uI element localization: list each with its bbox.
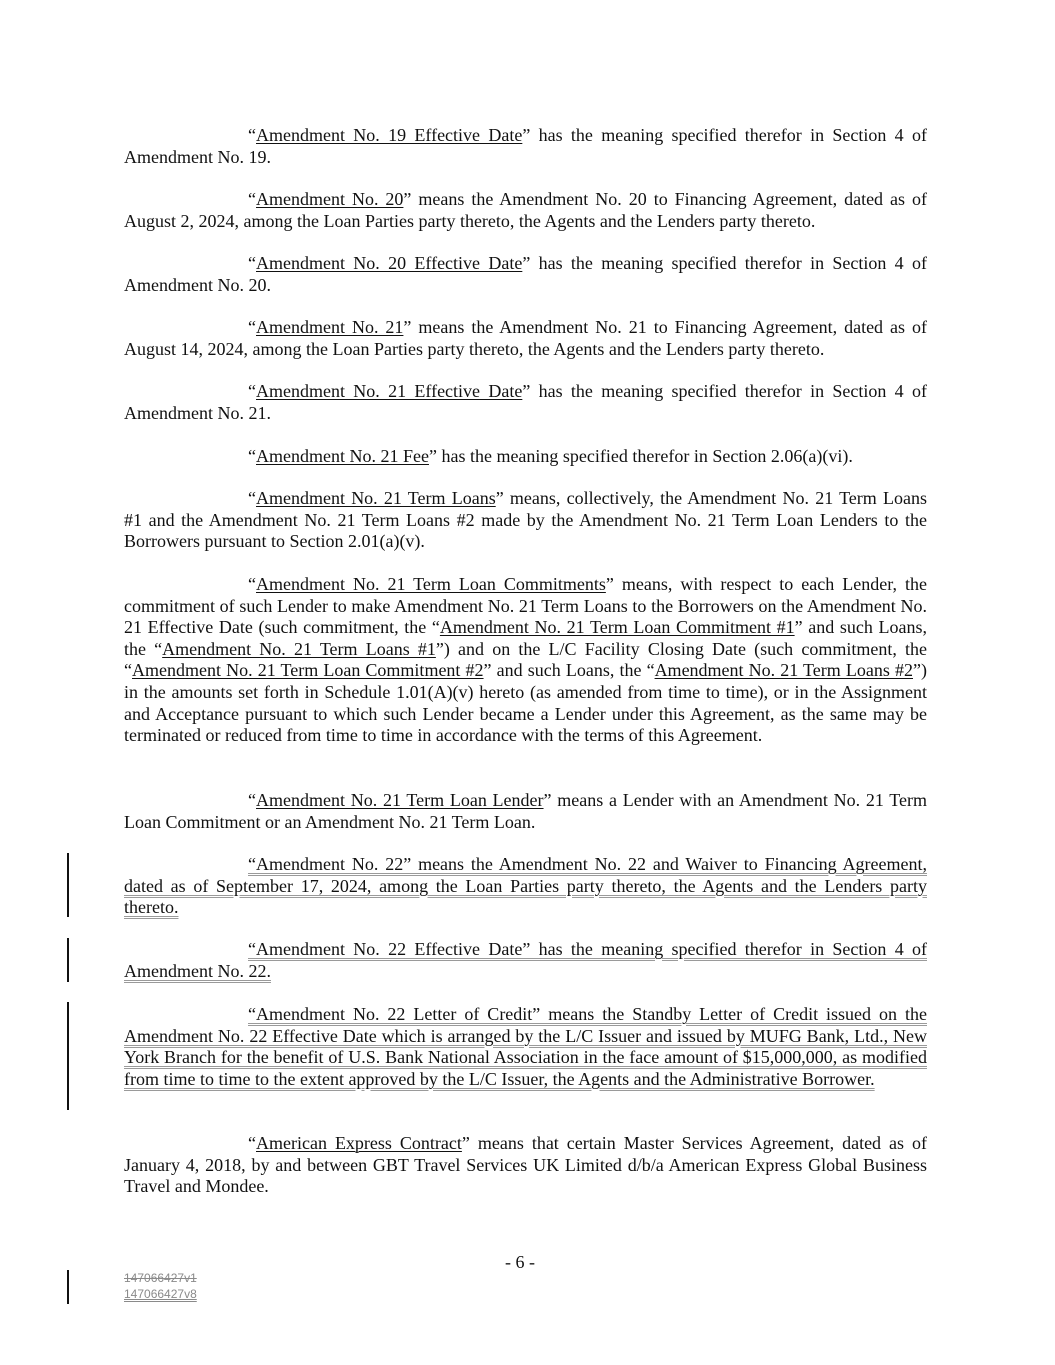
- defined-term: Amendment No. 21 Term Loan Commitment #1: [439, 617, 795, 638]
- change-bar: [67, 1270, 69, 1304]
- definition-amendment-22-letter-of-credit: [124, 1004, 927, 1090]
- definition-amendment-22-effective-date: [124, 939, 927, 982]
- defined-term: Amendment No. 21 Effective Date: [256, 381, 523, 401]
- definition-amendment-19-effective-date: “Amendment No. 19 Effective Date” has the meaning specified therefor in Section 4 of Amendment No. 19.: [124, 125, 927, 167]
- defined-term: American Express Contract: [256, 1133, 462, 1153]
- defined-term: Amendment No. 19 Effective Date: [256, 125, 523, 145]
- defined-term: Amendment No. 21 Term Loan Lender: [256, 790, 544, 810]
- definition-amendment-21-effective-date: “Amendment No. 21 Effective Date” has the meaning specified therefor in Section 4 of Amendment No. 21.: [124, 381, 927, 423]
- change-bar: [67, 853, 69, 917]
- definition-amendment-22: [124, 854, 927, 919]
- definition-amendment-20: “Amendment No. 20” means the Amendment No. 20 to Financing Agreement, dated as of August 2, 2024, among the Loan Parties party thereto, the Agents and the Lenders party thereto.: [124, 189, 927, 231]
- definition-amendment-21-term-loan-commitments: “Amendment No. 21 Term Loan Commitments” means, with respect to each Lender, the commitment of such Lender to make Amendment No. 21 Term Loans to the Borrowers on the Amendment No. 21 Effective Date (such commitment, the “Amendment No. 21 Term Loan Commitment #1” and such Loans, the “Amendment No. 21 Term Loans #1”) and on the L/C Facility Closing Date (such commitment, the “Amendment No. 21 Term Loan Commitment #2” and such Loans, the “Amendment No. 21 Term Loans #2”) in the amounts set forth in Schedule 1.01(A)(v) hereto (as amended from time to time), or in the Assignment and Acceptance pursuant to which such Lender became a Lender under this Agreement, as the same may be terminated or reduced from time to time in accordance with the terms of this Agreement.: [124, 574, 927, 746]
- defined-term: Amendment No. 21 Fee: [256, 446, 429, 466]
- defined-term: Amendment No. 20 Effective Date: [256, 253, 523, 273]
- definition-american-express-contract: “American Express Contract” means that certain Master Services Agreement, dated as of January 4, 2018, by and between GBT Travel Services UK Limited d/b/a American Express Global Business Travel and Mondee.: [124, 1133, 928, 1197]
- definition-amendment-20-effective-date: “Amendment No. 20 Effective Date” has the meaning specified therefor in Section 4 of Amendment No. 20.: [124, 253, 927, 295]
- defined-term: Amendment No. 21 Term Loans: [256, 488, 496, 508]
- document-id-deleted: 147066427v1: [124, 1271, 197, 1285]
- definition-amendment-21-fee: “Amendment No. 21 Fee” has the meaning specified therefor in Section 2.06(a)(vi).: [248, 446, 853, 466]
- defined-term: Amendment No. 21 Term Loans #1: [162, 638, 436, 659]
- definition-amendment-21-term-loan-lender: “Amendment No. 21 Term Loan Lender” means a Lender with an Amendment No. 21 Term Loan Commitment or an Amendment No. 21 Term Loan.: [124, 790, 927, 832]
- defined-term: Amendment No. 20: [256, 189, 404, 209]
- defined-term: Amendment No. 21 Term Loan Commitments: [256, 574, 606, 594]
- change-bar: [67, 938, 69, 982]
- inserted-text: “Amendment No. 22 Effective Date” has the meaning specified therefor in Section 4 of Amendment No. 22.: [124, 939, 927, 981]
- inserted-text: “Amendment No. 22” means the Amendment No. 22 and Waiver to Financing Agreement, dated as of September 17, 2024, among the Loan Parties party thereto, the Agents and the Lenders party thereto.: [124, 854, 927, 918]
- definition-amendment-21: “Amendment No. 21” means the Amendment No. 21 to Financing Agreement, dated as of August 14, 2024, among the Loan Parties party thereto, the Agents and the Lenders party thereto.: [124, 317, 927, 359]
- defined-term: Amendment No. 21 Term Loan Commitment #2: [132, 660, 484, 681]
- inserted-text: “Amendment No. 22 Letter of Credit” means the Standby Letter of Credit issued on the Amendment No. 22 Effective Date which is arranged by the L/C Issuer and issued by MUFG Bank, Ltd., New York Branch for the benefit of U.S. Bank National Association in the face amount of $15,000,000, as modified from time to time to the extent approved by the L/C Issuer, the Agents and the Administrative Borrower.: [124, 1004, 927, 1089]
- defined-term: Amendment No. 21: [256, 317, 404, 337]
- definition-amendment-21-term-loans: “Amendment No. 21 Term Loans” means, collectively, the Amendment No. 21 Term Loans #1 and the Amendment No. 21 Term Loans #2 made by the Amendment No. 21 Term Loan Lenders to the Borrowers pursuant to Section 2.01(a)(v).: [124, 488, 927, 552]
- document-id-inserted: 147066427v8: [124, 1287, 197, 1301]
- defined-term: Amendment No. 21 Term Loans #2: [654, 660, 913, 681]
- change-bar: [67, 1002, 69, 1110]
- page-number: - 6 -: [505, 1252, 535, 1272]
